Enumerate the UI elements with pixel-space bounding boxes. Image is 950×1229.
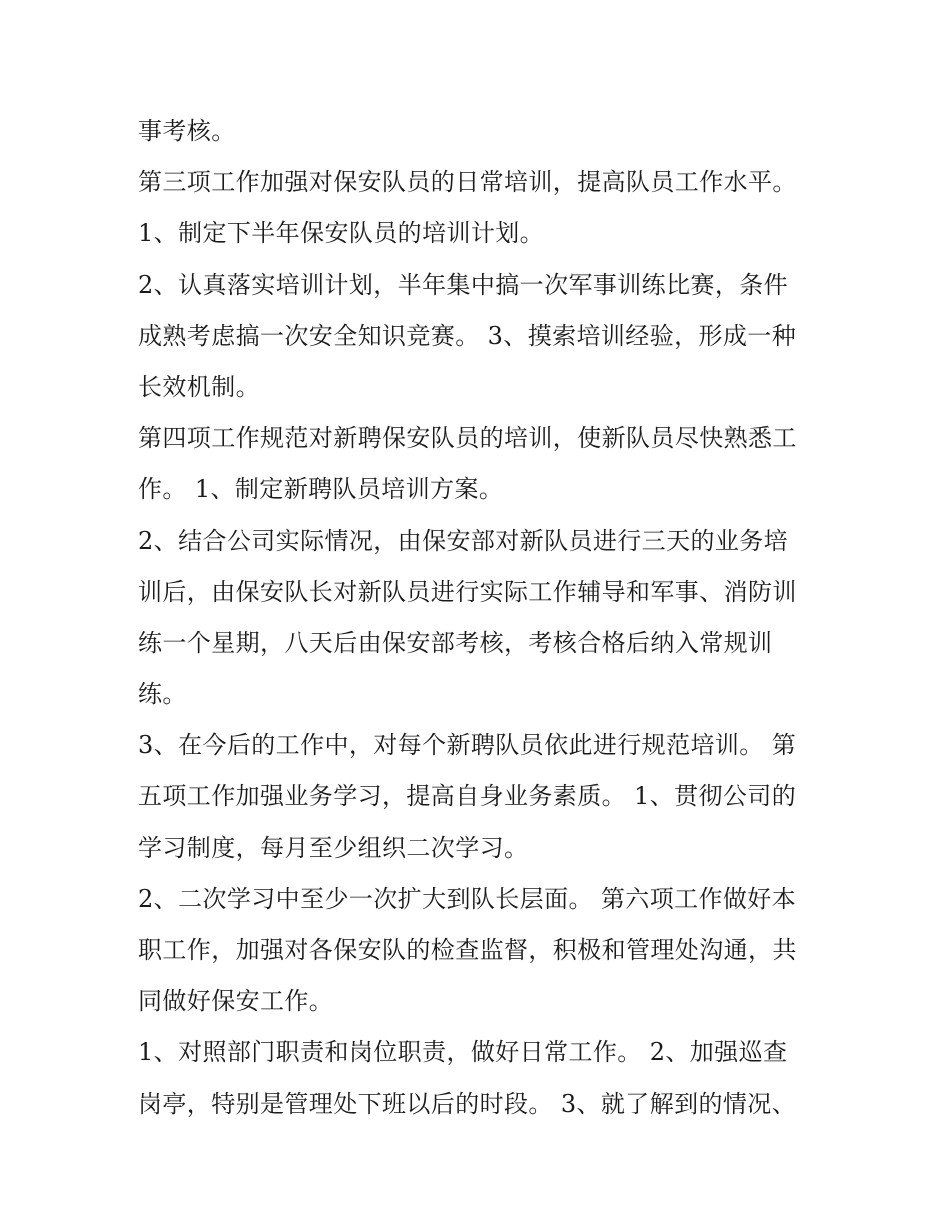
text-line: 事考核。 xyxy=(138,117,236,145)
text-line: 2、结合公司实际情况，由保安部对新队员进行三天的业务培 xyxy=(138,526,789,555)
text-line: 3、在今后的工作中，对每个新聘队员依此进行规范培训。 第 xyxy=(138,731,797,760)
text-line: 1、对照部门职责和岗位职责，做好日常工作。 2、加强巡查 xyxy=(138,1038,788,1067)
text-line: 练。 xyxy=(138,680,187,709)
text-line: 长效机制。 xyxy=(138,372,260,401)
text-line: 职工作，加强对各保安队的检查监督，积极和管理处沟通，共 xyxy=(138,936,797,964)
text-line: 学习制度，每月至少组织二次学习。 xyxy=(138,833,529,862)
text-line: 训后，由保安队长对新队员进行实际工作辅导和军事、消防训 xyxy=(138,577,797,606)
document-body xyxy=(138,106,828,1130)
text-line: 同做好保安工作。 xyxy=(138,987,334,1016)
text-line: 第三项工作加强对保安队员的日常培训，提高队员工作水平。 xyxy=(138,168,797,197)
text-line: 练一个星期，八天后由保安部考核，考核合格后纳入常规训 xyxy=(138,628,773,657)
text-line: 岗亭，特别是管理处下班以后的时段。 3、就了解到的情况、 xyxy=(138,1089,797,1118)
text-line: 成熟考虑搞一次安全知识竞赛。 3、摸索培训经验，形成一种 xyxy=(138,321,797,350)
text-line: 第四项工作规范对新聘保安队员的培训，使新队员尽快熟悉工 xyxy=(138,424,797,453)
text-line: 2、二次学习中至少一次扩大到队长层面。 第六项工作做好本 xyxy=(138,884,797,913)
text-line: 2、认真落实培训计划，半年集中搞一次军事训练比赛，条件 xyxy=(138,270,789,299)
text-line: 1、制定下半年保安队员的培训计划。 xyxy=(138,219,545,248)
text-line: 作。 1、制定新聘队员培训方案。 xyxy=(138,475,504,504)
text-line: 五项工作加强业务学习，提高自身业务素质。 1、贯彻公司的 xyxy=(138,782,797,811)
